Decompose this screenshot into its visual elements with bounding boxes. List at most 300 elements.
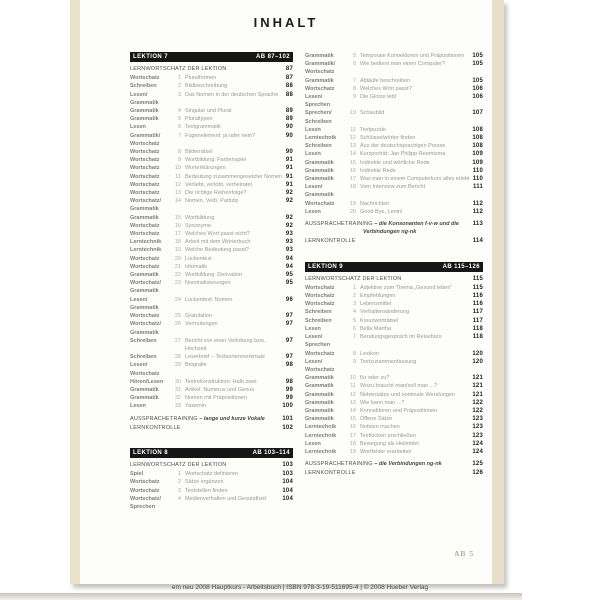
lektion-header-bar [130, 52, 293, 62]
toc-page: 103 [282, 471, 293, 478]
toc-row-lernwortschatz [130, 65, 293, 73]
toc-category: Lesen/ Grammatik [305, 184, 334, 199]
aussprache-label: AUSSPRACHETRAINING [130, 415, 198, 422]
toc-number: 5 [352, 317, 356, 324]
toc-number: 13 [349, 143, 356, 150]
toc-page: 121 [472, 375, 483, 382]
toc-number: 9 [177, 157, 181, 164]
toc-title: Wortfelder erarbeiten [360, 448, 412, 455]
toc-row [130, 478, 293, 486]
toc-page: 109 [472, 151, 483, 158]
toc-category: Hören/Lesen [130, 378, 164, 385]
toc-number: 7 [177, 132, 181, 139]
toc-number: 2 [177, 83, 181, 90]
toc-column-left [130, 52, 293, 511]
toc-number: 1 [177, 75, 181, 82]
toc-category: Grammatik [130, 272, 159, 279]
toc-page: 108 [472, 135, 483, 142]
toc-row [130, 115, 293, 123]
toc-row [130, 378, 293, 386]
toc-page: 105 [472, 77, 483, 84]
lektion-title: LEKTION 9 [308, 263, 343, 270]
toc-title: Empfehlungen [360, 293, 396, 300]
toc-row [130, 337, 293, 353]
toc-page: 87 [285, 75, 293, 82]
toc-category: Wortschatz [130, 313, 160, 320]
toc-title: Textrekonstruktion: Halb zwei [185, 378, 257, 385]
toc-page: 91 [285, 173, 293, 180]
toc-category: Grammatik [305, 391, 334, 398]
toc-title: Textzusammenfassung [360, 358, 417, 365]
toc-category: Grammatik [130, 386, 159, 393]
toc-number: 25 [174, 313, 181, 320]
toc-category: Wortschatz [305, 200, 335, 207]
lernwortschatz-label: LERNWORTSCHATZ DER LEKTION [305, 275, 402, 282]
aussprache-desc: – lange und kurze Vokale [199, 415, 265, 422]
toc-row [305, 317, 483, 325]
toc-number: 3 [177, 91, 181, 98]
toc-page: 97 [285, 313, 293, 320]
toc-category: Grammatik [130, 116, 159, 123]
toc-page: 108 [472, 143, 483, 150]
toc-category: Grammatik [130, 214, 159, 221]
toc-row [305, 284, 483, 292]
toc-page: 123 [472, 432, 483, 439]
toc-row [130, 246, 293, 254]
toc-number: 32 [174, 395, 181, 402]
toc-row-lernkontrolle [305, 469, 483, 477]
toc-page: 90 [285, 132, 293, 139]
toc-row-aussprache [130, 415, 293, 423]
toc-row [130, 82, 293, 90]
toc-category: Wortschatz [130, 487, 160, 494]
toc-category: Lerntechnik [130, 247, 162, 254]
toc-title: Worterklärungen [185, 165, 226, 172]
lernkontrolle-label: LERNKONTROLLE [305, 238, 356, 245]
toc-category: Lesen/ Grammatik [130, 296, 159, 311]
toc-category: Lerntechnik [130, 239, 162, 246]
toc-category: Lesen [305, 208, 321, 215]
toc-number: 14 [349, 407, 356, 414]
toc-row [305, 134, 483, 142]
toc-page: 89 [285, 108, 293, 115]
toc-row [130, 402, 293, 410]
toc-number: 10 [349, 110, 356, 117]
toc-category: Wortschatz [130, 222, 160, 229]
toc-number: 21 [174, 263, 181, 270]
toc-category: Lesen/ Wortschatz [305, 358, 335, 373]
toc-number: 18 [349, 440, 356, 447]
toc-category: Schreiben [130, 337, 157, 344]
toc-title: Wortbildung [185, 214, 215, 221]
toc-row [130, 156, 293, 164]
aussprache-label: AUSSPRACHETRAINING [305, 221, 373, 228]
toc-title: Good Bye, Lenin! [360, 208, 403, 215]
toc-number: 17 [349, 176, 356, 183]
toc-page: 115 [472, 284, 483, 291]
toc-title: Leserbrief – Textsortenmerkmale [185, 354, 265, 361]
toc-number: 29 [174, 362, 181, 369]
toc-row [130, 487, 293, 495]
toc-page: 97 [285, 321, 293, 328]
toc-title: Wortschatz definieren [185, 471, 239, 478]
toc-title: für oder zu? [360, 375, 390, 382]
toc-page: 123 [472, 424, 483, 431]
toc-category: Wortschatz [130, 479, 160, 486]
toc-page: 99 [285, 395, 293, 402]
toc-number: 10 [174, 165, 181, 172]
toc-row [305, 200, 483, 208]
toc-number: 30 [174, 378, 181, 385]
toc-page: 98 [285, 362, 293, 369]
toc-category: Grammatik [305, 399, 334, 406]
page-number-marker: AB 5 [453, 549, 474, 558]
toc-row [305, 350, 483, 358]
toc-page: 104 [282, 495, 293, 502]
lektion-header-bar [305, 262, 483, 272]
toc-title: Singular und Plural [185, 108, 232, 115]
toc-category: Wortschatz [130, 75, 160, 82]
toc-row [305, 423, 483, 431]
lernkontrolle-label: LERNKONTROLLE [130, 424, 181, 431]
toc-category: Grammatik [305, 416, 334, 423]
toc-category: Lesen [130, 124, 146, 131]
toc-category: Grammatik [305, 407, 334, 414]
toc-category: Wortschatz [305, 293, 335, 300]
toc-category: Wortschatz [305, 301, 335, 308]
toc-title: Lexikon [360, 350, 379, 357]
toc-category: Schreiben [130, 83, 157, 90]
toc-title: Fugenelement: ja oder nein? [185, 132, 256, 139]
toc-page: 104 [282, 487, 293, 494]
toc-number: 4 [177, 495, 181, 502]
toc-row [130, 386, 293, 394]
toc-number: 9 [352, 358, 356, 365]
toc-page: 97 [285, 337, 293, 344]
toc-title: Lückentext [185, 255, 212, 262]
toc-title: Vom Interview zum Bericht [360, 184, 426, 191]
toc-page: 112 [472, 200, 483, 207]
toc-title: Artikel: Numerus und Genus [185, 386, 255, 393]
toc-number: 14 [174, 198, 181, 205]
toc-page: 125 [472, 461, 483, 468]
toc-title: Welches Wort passt nicht? [185, 231, 250, 238]
toc-category: Lesen/ Grammatik [130, 91, 159, 106]
toc-title: Die Glotze lebt [360, 94, 397, 101]
toc-row [130, 173, 293, 181]
toc-number: 11 [350, 126, 356, 133]
toc-row [305, 183, 483, 199]
book-page [70, 0, 504, 584]
toc-row-lernkontrolle [130, 424, 293, 432]
toc-row [130, 312, 293, 320]
toc-row [305, 109, 483, 125]
toc-number: 5 [177, 116, 181, 123]
toc-title: Beratungsgespräch im Reisebüro [360, 334, 442, 341]
toc-row [305, 292, 483, 300]
page-title: INHALT [253, 15, 319, 30]
toc-row [130, 296, 293, 312]
aussprache-text [130, 415, 282, 423]
toc-category: Lerntechnik [305, 135, 337, 142]
toc-row [305, 399, 483, 407]
lektion-title: LEKTION 7 [133, 54, 168, 60]
toc-row [305, 407, 483, 415]
toc-page: 112 [472, 208, 483, 215]
toc-title: Nebensätze und nominale Wendungen [360, 391, 455, 398]
toc-title: Abläufe beschreiben [360, 77, 411, 84]
toc-row [305, 60, 483, 76]
toc-page: 88 [285, 83, 293, 90]
toc-category: Wortschatz [305, 350, 335, 357]
toc-title: Nachrichten [360, 200, 390, 207]
toc-number: 15 [174, 214, 181, 221]
toc-page: 92 [285, 198, 293, 205]
toc-category: Lesen [130, 403, 146, 410]
toc-category: Wortschatz [305, 284, 335, 291]
toc-title: Idiomatik [185, 263, 208, 270]
toc-row [130, 255, 293, 263]
toc-category: Spiel [130, 471, 144, 478]
toc-row [305, 208, 483, 216]
toc-row [130, 394, 293, 402]
toc-row [130, 279, 293, 295]
toc-number: 6 [352, 325, 356, 332]
toc-category: Lesen [305, 151, 321, 158]
toc-row [130, 470, 293, 478]
toc-number: 2 [352, 293, 356, 300]
toc-page: 116 [472, 293, 483, 300]
toc-title: Bewegung als Heilmittel [360, 440, 419, 447]
toc-row [305, 325, 483, 333]
toc-page: 92 [285, 222, 293, 229]
toc-number: 18 [174, 239, 181, 246]
toc-title: Kreuzworträtsel [360, 317, 399, 324]
toc-page: 87 [285, 66, 293, 72]
toc-category: Grammatik [130, 395, 159, 402]
toc-number: 31 [174, 386, 181, 393]
toc-title: Schaubild [360, 110, 385, 117]
toc-page: 106 [472, 94, 483, 101]
toc-title: Verliebt, verlobt, verheiratet [185, 181, 252, 188]
toc-page: 93 [285, 239, 293, 246]
toc-page: 117 [472, 309, 483, 316]
toc-page: 105 [472, 61, 483, 68]
toc-row [130, 271, 293, 279]
toc-page: 90 [285, 124, 293, 131]
toc-row [130, 132, 293, 148]
toc-title: Textstellen finden [185, 487, 228, 494]
scan-edge-shadow [0, 593, 522, 600]
toc-number: 16 [349, 167, 356, 174]
toc-title: Pluralformen [185, 75, 217, 82]
toc-title: Die richtige Reihenfolge? [185, 190, 247, 197]
toc-page: 94 [285, 255, 293, 262]
toc-page: 123 [472, 416, 483, 423]
toc-row-lernwortschatz [305, 275, 483, 283]
toc-category: Lesen [305, 126, 321, 133]
toc-page: 122 [472, 407, 483, 414]
toc-row [305, 415, 483, 423]
toc-category: Lesen [305, 440, 321, 447]
toc-page: 110 [472, 167, 483, 174]
toc-page: 110 [472, 176, 483, 183]
toc-row [130, 361, 293, 377]
toc-title: Nominalisierungen [185, 280, 231, 287]
toc-number: 28 [174, 354, 181, 361]
toc-page: 105 [472, 53, 483, 59]
toc-number: 5 [352, 53, 356, 59]
toc-page: 115 [472, 275, 483, 282]
toc-title: Offene Sätze [360, 416, 393, 423]
toc-title: Aus der deutschsprachigen Presse [360, 143, 446, 150]
aussprache-label: AUSSPRACHETRAINING [305, 461, 373, 468]
toc-row-lernwortschatz [130, 461, 293, 469]
toc-number: 22 [174, 272, 181, 279]
toc-number: 18 [349, 184, 356, 191]
toc-title: Arbeit mit dem Wörterbuch [185, 239, 251, 246]
toc-category: Wortschatz [130, 231, 160, 238]
toc-page: 97 [285, 354, 293, 361]
toc-title: Bedeutung zusammengesetzter Nomen [185, 173, 282, 180]
toc-category: Grammatik/ Wortschatz [130, 132, 161, 147]
toc-title: Bella Martha [360, 325, 391, 332]
toc-row [130, 74, 293, 82]
toc-title: Wie bedient man einen Computer? [360, 61, 445, 68]
toc-number: 6 [177, 124, 181, 131]
toc-number: 20 [349, 208, 356, 215]
toc-page: 89 [285, 116, 293, 123]
toc-title: Indirekte und wörtliche Rede [360, 159, 430, 166]
toc-title: Schlüsselwörter finden [360, 135, 416, 142]
toc-number: 14 [349, 151, 356, 158]
toc-category: Grammatik [305, 383, 334, 390]
toc-page: 92 [285, 214, 293, 221]
toc-category: Lesen/ Sprechen [305, 334, 331, 349]
toc-number: 20 [174, 255, 181, 262]
aussprache-text [305, 220, 473, 236]
toc-page: 95 [285, 272, 293, 279]
toc-category: Wortschatz [305, 85, 335, 92]
toc-title: Yasemin [185, 403, 206, 410]
toc-category: Wortschatz [130, 190, 160, 197]
toc-number: 3 [177, 487, 181, 494]
toc-category: Wortschatz/ Grammatik [130, 280, 162, 295]
toc-number: 12 [349, 391, 356, 398]
toc-number: 15 [349, 159, 356, 166]
toc-page: 93 [285, 247, 293, 254]
toc-row-lernkontrolle [305, 237, 483, 245]
toc-row [305, 440, 483, 448]
toc-title: Sätze ergänzen [185, 479, 224, 486]
toc-page: 91 [285, 165, 293, 172]
toc-number: 10 [349, 375, 356, 382]
toc-title: Nomen mit Präpositionen [185, 395, 247, 402]
toc-page: 100 [282, 403, 293, 410]
toc-title: Wortbildung: Derivation [185, 272, 243, 279]
toc-category: Lesen/ Sprechen [305, 94, 331, 109]
toc-row [305, 300, 483, 308]
toc-row [305, 142, 483, 150]
toc-title: Lebensmittel [360, 301, 392, 308]
toc-page: 98 [285, 378, 293, 385]
toc-page: 90 [285, 149, 293, 156]
toc-row [305, 358, 483, 374]
toc-category: Schreiben [305, 143, 332, 150]
lektion-page-range: AB 115–126 [442, 263, 480, 270]
toc-title: Welche Bedeutung passt? [185, 247, 250, 254]
toc-page: 93 [285, 231, 293, 238]
toc-row [305, 85, 483, 93]
toc-number: 27 [174, 337, 181, 344]
toc-title: Wortbildung: Farbenspiel [185, 157, 247, 164]
toc-title: Indirekte Rede [360, 167, 396, 174]
toc-row [130, 107, 293, 115]
toc-page: 104 [282, 479, 293, 486]
toc-row [130, 164, 293, 172]
toc-page: 121 [472, 391, 483, 398]
toc-category: Wortschatz/ Grammatik [130, 321, 162, 336]
toc-row [130, 197, 293, 213]
toc-title: Verhaltensänderung [360, 309, 410, 316]
toc-row [130, 495, 293, 511]
toc-title: Das Nomen in der deutschen Sprache [185, 91, 279, 98]
toc-category: Wortschatz [130, 149, 160, 156]
toc-row [305, 52, 483, 60]
toc-title: Biografie [185, 362, 207, 369]
toc-columns [130, 52, 492, 511]
toc-row [305, 432, 483, 440]
toc-number: 13 [174, 190, 181, 197]
toc-category: Wortschatz [130, 255, 160, 262]
toc-category: Grammatik [305, 176, 334, 183]
toc-category: Grammatik [130, 108, 159, 115]
toc-page: 118 [472, 325, 483, 332]
lernwortschatz-label: LERNWORTSCHATZ DER LEKTION [130, 66, 227, 72]
toc-page: 120 [472, 358, 483, 365]
toc-category: Lerntechnik [305, 424, 337, 431]
toc-category: Wortschatz [130, 263, 160, 270]
toc-row [305, 77, 483, 85]
toc-row [305, 150, 483, 158]
toc-row [130, 353, 293, 361]
toc-number: 6 [352, 61, 356, 68]
toc-title: Textpuzzle [360, 126, 386, 133]
toc-number: 16 [349, 424, 356, 431]
toc-category: Wortschatz [130, 173, 160, 180]
lektion-header-bar [130, 448, 293, 458]
toc-row [130, 263, 293, 271]
toc-page: 92 [285, 190, 293, 197]
toc-category: Grammatik [305, 77, 334, 84]
toc-page: 118 [472, 334, 483, 341]
toc-row [130, 320, 293, 336]
toc-title: Lückentext: Nomen [185, 296, 233, 303]
toc-category: Wortschatz [130, 165, 160, 172]
toc-row [305, 448, 483, 456]
toc-number: 8 [352, 85, 356, 92]
toc-title: Adjektive zum Thema „Gesund leben“ [360, 284, 453, 291]
toc-row [305, 167, 483, 175]
toc-title: Was man in einem Computerkurs alles erlebt [360, 176, 470, 183]
toc-title: Konnektoren und Präpositionen [360, 407, 438, 414]
toc-title: Bildbeschreibung [185, 83, 228, 90]
toc-number: 19 [349, 200, 356, 207]
toc-page: 111 [473, 184, 483, 191]
toc-number: 26 [174, 321, 181, 328]
footer-credit: em neu 2008 Hauptkurs - Arbeitsbuch | ISBN 978-3-19-511695-4 | © 2008 Hueber Verlag [171, 584, 429, 591]
lernkontrolle-label: LERNKONTROLLE [305, 470, 356, 477]
